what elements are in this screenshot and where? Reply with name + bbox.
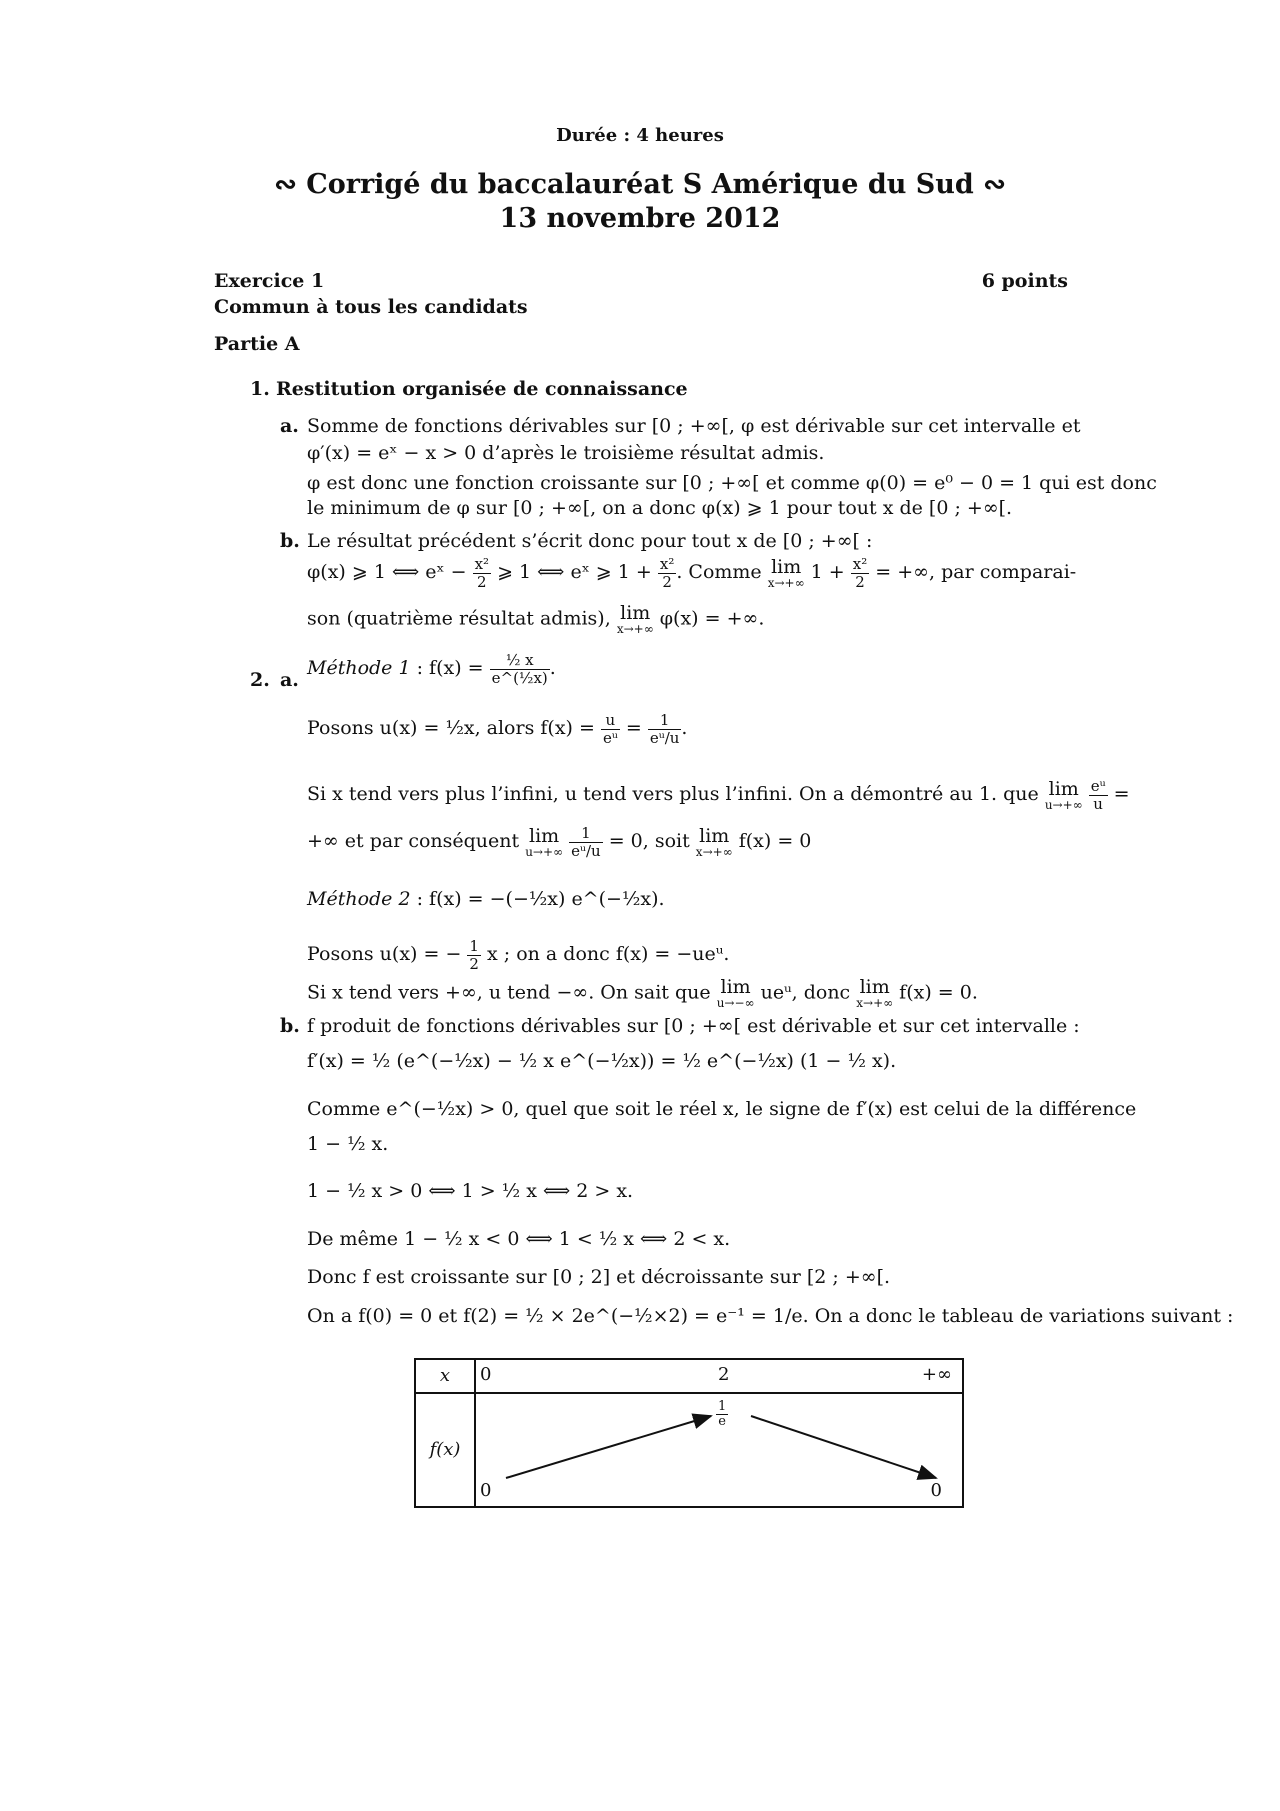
f-end-value: 0 (930, 1479, 942, 1501)
lim-text3b: ueᵘ, donc (760, 981, 851, 1004)
exercise-part: Partie A (214, 333, 300, 355)
q2a-method2 (307, 888, 665, 912)
method1-expr: : f(x) = (416, 657, 484, 679)
limit-operator (717, 978, 755, 1009)
x-values-cell (475, 1359, 963, 1393)
q2a-lim-line1 (307, 778, 1130, 812)
lim-label: lim (1048, 777, 1079, 800)
frac-den: eᵘ/u (571, 841, 601, 860)
frac-den: 2 (469, 954, 479, 973)
limit-operator (525, 824, 564, 859)
frac-den: eᵘ (602, 728, 618, 747)
q1b-text-c: . Comme (676, 561, 762, 583)
x2-over-2-fraction (658, 556, 676, 590)
title-date: 13 novembre 2012 (499, 203, 781, 234)
x-value-0: 0 (480, 1364, 492, 1385)
frac-num: 1 (648, 712, 682, 730)
exercise-points: 6 points (981, 270, 1068, 292)
frac-num: 1 (469, 937, 479, 955)
eq-sign: = (625, 717, 642, 739)
x-label-cell: x (415, 1359, 475, 1393)
one-over-eu-u-fraction (569, 825, 603, 859)
method1-label: Méthode 1 (307, 657, 411, 679)
lim-sub: x→+∞ (767, 575, 805, 590)
q2a-lim-line3 (307, 978, 978, 1009)
q1b-text-g: φ(x) = +∞. (659, 607, 765, 630)
q1b-line2 (307, 556, 1076, 590)
variation-arrows (476, 1394, 966, 1506)
q2b-line3: Comme e^(−½x) > 0, quel que soit le réel x, le signe de f′(x) est celui de la différence (307, 1098, 1137, 1120)
lim-label: lim (720, 976, 751, 998)
lim-text3a: Si x tend vers +∞, u tend −∞. On sait que (307, 981, 711, 1004)
q2-number: 2. (250, 669, 270, 691)
duration: Durée : 4 heures (556, 125, 724, 146)
variation-table (414, 1358, 964, 1508)
q1-title: Restitution organisée de connaissance (276, 378, 688, 400)
f-start-value: 0 (480, 1479, 492, 1501)
lim-sub: u→+∞ (1044, 797, 1083, 812)
posons2-text-a: Posons u(x) = − (307, 943, 462, 965)
frac-num: 1 (569, 825, 603, 843)
title-line1: Corrigé du baccalauréat S Amérique du Sud (306, 169, 974, 200)
method1-fraction (490, 652, 550, 686)
frac-den: e (718, 1414, 726, 1430)
eq-sign: = (1113, 783, 1130, 805)
frac-num: 1 (718, 1399, 727, 1414)
frac-den: eᵘ/u (649, 728, 680, 747)
method2-label: Méthode 2 (307, 888, 411, 910)
q1a-line2: φ′(x) = eˣ − x > 0 d’après le troisième résultat admis. (307, 442, 825, 464)
lim-sub: u→−∞ (716, 996, 755, 1010)
q2a-posons1: Posons u(x) = ½x, alors f(x) = $\frac{u}{\text{eᵘ}}$ = $\frac{1}{\text{eᵘ/u}}$ . (307, 711, 688, 747)
q2b-line1: f produit de fonctions dérivables sur [0 ; +∞[ est dérivable et sur cet intervalle : (307, 1015, 1080, 1037)
frac-den: 2 (855, 572, 865, 591)
limit-operator (617, 604, 654, 635)
q2b-label: b. (280, 1015, 300, 1037)
method2-expr: : f(x) = −(−½x) e^(−½x). (416, 888, 665, 910)
limit-operator (767, 555, 805, 590)
x-value-inf: +∞ (921, 1364, 952, 1385)
q1b-text-b: ⩾ 1 ⟺ eˣ ⩾ 1 + (497, 561, 652, 583)
q2a-method1: Méthode 1 : f(x) = $\frac{\text{½ x}}{\text{e\textasciicircum{}(½x)}}$ . (307, 651, 556, 687)
lim-label: lim (699, 824, 730, 847)
lim-text2b: = 0, soit (608, 830, 690, 852)
q1b-line3 (307, 604, 764, 635)
q2b-line6: De même 1 − ½ x < 0 ⟺ 1 < ½ x ⟺ 2 < x. (307, 1228, 731, 1250)
ornament-right: ∾ (983, 169, 1006, 200)
frac-den: 2 (477, 572, 487, 591)
q2a-posons2 (307, 938, 729, 972)
lim-text3c: f(x) = 0. (899, 981, 978, 1004)
frac-den: 2 (662, 572, 672, 591)
q1a-label: a. (280, 415, 299, 437)
lim-text2a: +∞ et par conséquent (307, 830, 520, 852)
frac-den: u (1093, 794, 1103, 813)
frac-num: u (601, 712, 620, 730)
x2-over-2-fraction (473, 556, 491, 590)
lim-sub: x→+∞ (856, 996, 894, 1010)
lim-sub: x→+∞ (695, 844, 733, 859)
q2b-line5: 1 − ½ x > 0 ⟺ 1 > ½ x ⟺ 2 > x. (307, 1180, 634, 1202)
eu-over-u-fraction (1089, 778, 1108, 812)
q1b-text-d: 1 + (810, 561, 845, 583)
exercise-audience: Commun à tous les candidats (214, 296, 528, 318)
frac-den: e^(½x) (491, 668, 548, 687)
q1a-line3: φ est donc une fonction croissante sur [0 ; +∞[ et comme φ(0) = e⁰ − 0 = 1 qui est donc (307, 472, 1157, 494)
fx-label-cell: f(x) (415, 1393, 475, 1507)
q2a-lim-line2 (307, 825, 811, 859)
q1b-line1: Le résultat précédent s’écrit donc pour tout x de [0 ; +∞[ : (307, 530, 873, 552)
decreasing-arrow (751, 1416, 936, 1478)
lim-label: lim (620, 602, 651, 624)
lim-sub: u→+∞ (525, 844, 564, 859)
frac-num: x² (474, 555, 490, 573)
frac-num: x² (852, 555, 868, 573)
x2-over-2-fraction (851, 556, 869, 590)
q1a-line4: le minimum de φ sur [0 ; +∞[, on a donc φ(x) ⩾ 1 pour tout x de [0 ; +∞[. (307, 497, 1013, 519)
q2b-line8: On a f(0) = 0 et f(2) = ½ × 2e^(−½×2) = e⁻¹ = 1/e. On a donc le tableau de variations suivant : (307, 1305, 1234, 1327)
limit-operator (695, 824, 733, 859)
q2b-line4: 1 − ½ x. (307, 1133, 389, 1155)
q2b-line7: Donc f est croissante sur [0 ; 2] et décroissante sur [2 ; +∞[. (307, 1266, 891, 1288)
one-over-eu-u-fraction (648, 712, 682, 746)
fx-variation-cell (475, 1393, 963, 1507)
page-title (0, 168, 1280, 202)
table-row-fx (415, 1393, 963, 1507)
q2b-derivative: f′(x) = ½ (e^(−½x) − ½ x e^(−½x)) = ½ e^(−½x) (1 − ½ x). (307, 1050, 897, 1072)
q1b-text-e: = +∞, par comparai- (875, 561, 1077, 583)
exercise-name: Exercice 1 (214, 270, 325, 292)
limit-operator (856, 978, 893, 1009)
posons2-text-b: x ; on a donc f(x) = −ueᵘ. (487, 943, 730, 965)
increasing-arrow (506, 1416, 711, 1478)
frac-num: x² (659, 555, 675, 573)
frac-num: eᵘ (1090, 777, 1106, 795)
q1-number: 1. (250, 378, 270, 400)
posons1-text: Posons u(x) = ½x, alors f(x) = (307, 717, 595, 739)
q2a-label: a. (280, 669, 299, 691)
lim-sub: x→+∞ (616, 622, 654, 636)
q1b-text-f: son (quatrième résultat admis), (307, 607, 611, 630)
one-half-fraction (467, 938, 481, 972)
frac-num: ½ x (490, 652, 550, 670)
q1b-text-a: φ(x) ⩾ 1 ⟺ eˣ − (307, 561, 467, 583)
limit-operator (1044, 777, 1083, 812)
ornament-left: ∾ (274, 169, 297, 200)
table-row-x (415, 1359, 963, 1393)
x-value-2: 2 (718, 1364, 730, 1385)
lim-text2c: f(x) = 0 (738, 830, 812, 852)
q1a-line1: Somme de fonctions dérivables sur [0 ; +∞[, φ est dérivable sur cet intervalle et (307, 415, 1081, 437)
lim-text1: Si x tend vers plus l’infini, u tend vers plus l’infini. On a démontré au 1. que (307, 783, 1039, 805)
lim-label: lim (771, 555, 802, 578)
u-over-eu-fraction (601, 712, 620, 746)
q1b-label: b. (280, 530, 300, 552)
lim-label: lim (529, 824, 560, 847)
lim-label: lim (859, 976, 890, 998)
